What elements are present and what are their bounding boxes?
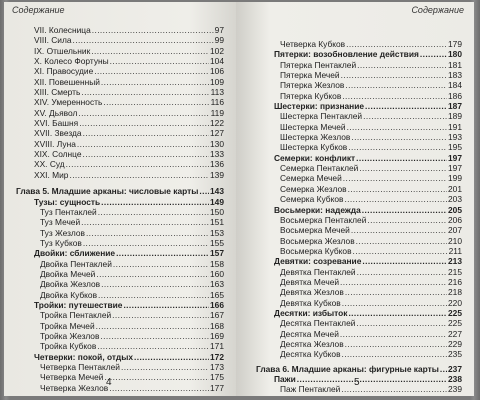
toc-entry-page: 177: [210, 382, 224, 393]
toc-leader-dots: [348, 184, 447, 194]
toc-leader-dots: [341, 70, 447, 80]
toc-entry-page: 195: [448, 142, 462, 153]
toc-entry-title: Пятерка Мечей: [280, 70, 340, 81]
toc-entry-title: Тройка Пентаклей: [40, 310, 112, 321]
toc-leader-dots: [78, 108, 209, 118]
toc-entry: [256, 49, 462, 59]
toc-entry-page: 160: [210, 268, 224, 279]
toc-entry-page: 122: [210, 118, 224, 129]
toc-leader-dots: [81, 87, 209, 97]
toc-leader-dots: [348, 142, 447, 152]
toc-entry: [256, 267, 462, 277]
toc-entry-page: 186: [448, 90, 462, 101]
toc-leader-dots: [420, 49, 447, 59]
toc-entry: [256, 205, 462, 215]
toc-entry-page: 175: [210, 372, 224, 383]
toc-leader-dots: [79, 118, 209, 128]
toc-entry: [16, 159, 224, 169]
toc-entry-title: Тройка Жезлов: [40, 330, 100, 341]
toc-entry: [256, 194, 462, 204]
toc-entry: [256, 91, 462, 101]
toc-entry-page: 155: [210, 237, 224, 248]
toc-entry: [256, 80, 462, 90]
toc-entry: [16, 352, 224, 362]
toc-leader-dots: [110, 56, 209, 66]
toc-entry-page: 205: [448, 204, 462, 215]
toc-entry-page: 179: [448, 39, 462, 49]
toc-entry-page: 197: [448, 152, 462, 163]
toc-entry-title: Туз Мечей: [40, 217, 81, 228]
toc-entry-title: Туз Кубков: [40, 237, 82, 248]
toc-leader-dots: [342, 91, 447, 101]
toc-leader-dots: [348, 308, 447, 318]
toc-leader-dots: [340, 277, 447, 287]
toc-leader-dots: [94, 66, 209, 76]
toc-leader-dots: [356, 236, 447, 246]
toc-entry-title: IX. Отшельник: [34, 45, 91, 56]
toc-entry-page: 220: [448, 297, 462, 308]
toc-leader-dots: [345, 339, 447, 349]
toc-leader-dots: [297, 374, 447, 384]
toc-entry-page: 238: [448, 374, 462, 384]
toc-entry-title: XVI. Башня: [34, 118, 79, 129]
toc-leader-dots: [100, 331, 209, 341]
toc-entry: [16, 228, 224, 238]
toc-entry: [16, 217, 224, 227]
toc-entry-page: 215: [448, 266, 462, 277]
toc-entry: [16, 279, 224, 289]
toc-leader-dots: [357, 267, 447, 277]
toc-entry-page: 104: [210, 56, 224, 67]
toc-leader-dots: [356, 153, 447, 163]
toc-leader-dots: [86, 228, 209, 238]
toc-entry-page: 235: [448, 349, 462, 360]
toc-leader-dots: [362, 256, 447, 266]
toc-entry-title: Пажи: [274, 374, 296, 384]
toc-entry-page: 197: [448, 163, 462, 174]
toc-entry-title: Четверка Мечей: [40, 372, 104, 383]
toc-leader-dots: [103, 97, 209, 107]
toc-leader-dots: [83, 128, 209, 138]
toc-entry-title: Пятерки: возобновление действия: [274, 49, 419, 60]
toc-entry-title: Глава 5. Младшие арканы: числовые карты: [16, 186, 199, 197]
toc-entry-title: XIX. Солнце: [34, 149, 82, 160]
toc-entry-page: 180: [448, 49, 462, 60]
toc-entry-title: Двойки: сближение: [34, 248, 116, 259]
toc-entry: [256, 132, 462, 142]
toc-entry-title: Девятка Мечей: [280, 276, 340, 287]
toc-entry: [256, 163, 462, 173]
toc-entry-page: 163: [210, 279, 224, 290]
toc-entry-title: Шестерки: признание: [274, 101, 365, 112]
toc-entry-title: Шестерка Мечей: [280, 121, 346, 132]
toc-entry-title: VIII. Сила: [34, 35, 72, 46]
toc-entry-page: 167: [210, 310, 224, 321]
toc-entry-title: Семерка Жезлов: [280, 183, 347, 194]
toc-entry: [16, 300, 224, 310]
toc-leader-dots: [77, 139, 209, 149]
toc-entry-title: Глава 6. Младшие арканы: фигурные карты: [256, 363, 439, 374]
toc-leader-dots: [340, 329, 447, 339]
toc-entry-title: X. Колесо Фортуны: [34, 56, 109, 67]
toc-entry: [16, 108, 224, 118]
toc-leader-dots: [104, 372, 209, 382]
toc-entry-page: 191: [448, 121, 462, 132]
toc-leader-dots: [351, 225, 447, 235]
toc-entry-page: 127: [210, 128, 224, 139]
toc-entry-page: 206: [448, 214, 462, 225]
toc-leader-dots: [101, 279, 209, 289]
running-header: Содержание: [12, 5, 65, 15]
toc-entry: [256, 308, 462, 318]
toc-leader-dots: [92, 25, 214, 35]
toc-entry-title: Двойка Жезлов: [40, 279, 101, 290]
toc-entry-title: Восьмерки: надежда: [274, 204, 361, 215]
toc-entry-title: Двойка Пентаклей: [40, 258, 112, 269]
toc-entry: [16, 238, 224, 248]
toc-entry-page: 158: [210, 258, 224, 269]
toc-entry-title: Десятка Мечей: [280, 328, 339, 339]
toc-chapter: [256, 364, 462, 374]
toc-entry-title: Десятка Пентаклей: [280, 318, 356, 329]
toc-entry-title: Девятка Кубков: [280, 297, 341, 308]
toc-entry-title: XIV. Умеренность: [34, 97, 103, 108]
toc-entry-page: 106: [210, 66, 224, 77]
toc-entry-page: 116: [210, 97, 224, 108]
toc-leader-dots: [351, 132, 447, 142]
toc-entry: [16, 383, 224, 393]
toc-entry-title: Туз Пентаклей: [40, 206, 97, 217]
toc-leader-dots: [109, 383, 209, 393]
toc-leader-dots: [123, 300, 209, 310]
toc-leader-dots: [342, 298, 447, 308]
toc-entry: [16, 259, 224, 269]
toc-entry-page: 119: [210, 107, 224, 118]
toc-leader-dots: [365, 101, 447, 111]
toc-entry-title: Пятерка Пентаклей: [280, 59, 357, 70]
toc-entry-title: Двойка Кубков: [40, 289, 98, 300]
toc-entry-title: Семерка Пентаклей: [280, 163, 359, 174]
toc-entry: [256, 298, 462, 308]
toc-leader-dots: [73, 35, 214, 45]
toc-entry-title: Восьмерка Мечей: [280, 225, 350, 236]
toc-leader-dots: [363, 111, 447, 121]
toc-entry: [16, 128, 224, 138]
toc-entry: [16, 321, 224, 331]
toc-entry-title: Тузы: сущность: [34, 196, 101, 207]
toc-entry-title: Девятка Жезлов: [280, 287, 344, 298]
toc-entry-page: 172: [210, 351, 224, 362]
toc-entry: [16, 372, 224, 382]
toc-entry: [256, 153, 462, 163]
toc-entry: [16, 118, 224, 128]
toc-entry: [16, 269, 224, 279]
toc-leader-dots: [96, 321, 209, 331]
toc-leader-dots: [66, 159, 209, 169]
toc-entry: [256, 215, 462, 225]
toc-entry-page: 189: [448, 111, 462, 122]
toc-entry: [16, 207, 224, 217]
toc-entry: [16, 66, 224, 76]
toc-leader-dots: [91, 46, 209, 56]
toc-entry-title: XV. Дьявол: [34, 107, 78, 118]
toc-entry: [256, 277, 462, 287]
toc-list: [256, 39, 462, 395]
toc-entry-title: Девятки: созревание: [274, 256, 362, 267]
toc-entry: [16, 35, 224, 45]
toc-leader-dots: [83, 149, 209, 159]
toc-entry: [16, 310, 224, 320]
toc-entry-title: Девятка Пентаклей: [280, 266, 356, 277]
toc-entry: [256, 256, 462, 266]
toc-entry: [16, 248, 224, 258]
toc-entry: [256, 339, 462, 349]
toc-entry-title: Десятки: избыток: [274, 307, 348, 318]
toc-entry-page: 216: [448, 276, 462, 287]
toc-entry-page: 136: [210, 159, 224, 170]
toc-entry-page: 97: [214, 25, 224, 35]
toc-entry-page: 99: [214, 35, 224, 46]
toc-entry-page: 113: [210, 87, 224, 98]
toc-entry-page: 166: [210, 299, 224, 310]
toc-leader-dots: [440, 364, 447, 374]
toc-entry-page: 227: [448, 328, 462, 339]
toc-entry-title: Шестерка Пентаклей: [280, 111, 363, 122]
toc-entry: [16, 149, 224, 159]
page-number: 5: [354, 377, 360, 388]
toc-entry-page: 193: [448, 132, 462, 143]
toc-entry-page: 207: [448, 225, 462, 236]
toc-leader-dots: [353, 246, 448, 256]
toc-entry-page: 184: [448, 80, 462, 91]
toc-entry: [16, 170, 224, 180]
toc-leader-dots: [121, 362, 209, 372]
toc-entry-page: 133: [210, 149, 224, 160]
toc-leader-dots: [113, 259, 209, 269]
right-page: [236, 2, 474, 396]
toc-entry-title: Туз Жезлов: [40, 227, 85, 238]
toc-entry-title: Четверка Пентаклей: [40, 362, 120, 372]
toc-entry: [256, 70, 462, 80]
toc-leader-dots: [83, 238, 209, 248]
toc-entry: [16, 139, 224, 149]
toc-entry-page: 130: [210, 138, 224, 149]
toc-entry-title: Паж Пентаклей: [280, 384, 341, 395]
toc-entry: [256, 173, 462, 183]
toc-entry: [16, 56, 224, 66]
toc-leader-dots: [346, 39, 447, 49]
toc-entry: [16, 341, 224, 351]
toc-entry-title: XIII. Смерть: [34, 87, 81, 98]
toc-leader-dots: [98, 290, 209, 300]
page-number: 4: [106, 377, 112, 388]
toc-entry: [16, 25, 224, 35]
toc-entry-page: 229: [448, 338, 462, 349]
toc-leader-dots: [97, 341, 209, 351]
toc-entry-page: 173: [210, 362, 224, 372]
toc-entry-title: Семерка Кубков: [280, 194, 344, 205]
toc-entry-title: Четверки: покой, отдых: [34, 351, 133, 362]
toc-entry: [16, 97, 224, 107]
toc-entry-page: 157: [210, 248, 224, 259]
toc-entry-title: Пятерка Жезлов: [280, 80, 345, 91]
toc-leader-dots: [96, 269, 209, 279]
toc-entry-title: Тройки: путешествие: [34, 299, 123, 310]
toc-leader-dots: [134, 352, 209, 362]
toc-entry-page: 169: [210, 330, 224, 341]
toc-leader-dots: [81, 217, 209, 227]
toc-entry-title: Шестерка Кубков: [280, 142, 348, 153]
toc-entry-title: Десятка Жезлов: [280, 338, 344, 349]
toc-entry-title: XII. Повешенный: [34, 76, 100, 87]
toc-leader-dots: [345, 80, 447, 90]
toc-entry-page: 218: [448, 287, 462, 298]
toc-leader-dots: [116, 248, 209, 258]
toc-entry-page: 213: [448, 256, 462, 267]
toc-entry-title: Двойка Мечей: [40, 268, 96, 279]
toc-leader-dots: [345, 287, 447, 297]
toc-entry: [256, 225, 462, 235]
toc-entry-title: Шестерка Жезлов: [280, 132, 351, 143]
toc-entry: [256, 184, 462, 194]
toc-entry-title: Восьмерка Пентаклей: [280, 214, 367, 225]
toc-entry-page: 203: [448, 194, 462, 205]
toc-entry-page: 225: [448, 318, 462, 329]
toc-leader-dots: [356, 318, 447, 328]
toc-entry-title: XI. Правосудие: [34, 66, 94, 77]
toc-entry: [16, 77, 224, 87]
toc-entry-page: 239: [448, 384, 462, 395]
toc-entry: [256, 142, 462, 152]
toc-entry-title: Пятерка Кубков: [280, 90, 342, 101]
toc-entry-page: 210: [448, 235, 462, 246]
toc-entry-page: 187: [448, 101, 462, 112]
toc-entry-title: Десятка Кубков: [280, 349, 341, 360]
toc-leader-dots: [101, 77, 209, 87]
toc-entry-page: 225: [448, 307, 462, 318]
toc-entry-page: 199: [448, 173, 462, 184]
toc-entry: [16, 331, 224, 341]
toc-leader-dots: [101, 197, 209, 207]
toc-entry-page: 149: [210, 196, 224, 207]
toc-entry-page: 168: [210, 320, 224, 331]
toc-entry: [256, 111, 462, 121]
toc-leader-dots: [343, 173, 447, 183]
toc-leader-dots: [98, 207, 209, 217]
toc-entry-page: 237: [448, 363, 462, 374]
toc-entry-title: Тройка Кубков: [40, 341, 97, 352]
toc-leader-dots: [359, 163, 447, 173]
toc-entry: [16, 362, 224, 372]
toc-entry-page: 171: [210, 341, 224, 352]
toc-entry-page: 143: [210, 186, 224, 197]
running-header: Содержание: [411, 5, 464, 15]
toc-entry-page: 201: [448, 183, 462, 194]
toc-entry-title: Восьмерка Жезлов: [280, 235, 355, 246]
toc-entry: [256, 101, 462, 111]
toc-leader-dots: [342, 349, 447, 359]
toc-entry: [256, 236, 462, 246]
toc-entry-page: 139: [210, 169, 224, 180]
toc-entry-page: 150: [210, 206, 224, 217]
toc-entry-title: Семерка Мечей: [280, 173, 342, 184]
toc-entry: [16, 197, 224, 207]
toc-entry: [16, 290, 224, 300]
toc-entry-page: 102: [210, 45, 224, 56]
toc-entry-page: 151: [210, 217, 224, 228]
toc-entry-page: 211: [448, 245, 462, 256]
toc-entry-page: 109: [210, 76, 224, 87]
toc-entry-title: Восьмерка Кубков: [280, 245, 352, 256]
toc-entry-title: Четверка Жезлов: [40, 382, 109, 393]
toc-list: [16, 25, 224, 393]
toc-entry-title: VII. Колесница: [34, 25, 91, 35]
toc-entry-page: 165: [210, 289, 224, 300]
toc-leader-dots: [367, 215, 447, 225]
toc-leader-dots: [357, 60, 447, 70]
toc-entry-page: 183: [448, 70, 462, 81]
toc-entry-title: XXI. Мир: [34, 169, 69, 180]
toc-entry: [256, 246, 462, 256]
toc-entry-page: 181: [448, 59, 462, 70]
toc-leader-dots: [347, 122, 447, 132]
toc-entry-title: XX. Суд: [34, 159, 65, 170]
toc-entry-page: 153: [210, 227, 224, 238]
toc-entry: [256, 349, 462, 359]
toc-entry-title: XVII. Звезда: [34, 128, 82, 139]
toc-entry-title: Четверка Кубков: [280, 39, 346, 49]
toc-leader-dots: [344, 194, 447, 204]
toc-chapter: [16, 186, 224, 196]
toc-leader-dots: [362, 205, 447, 215]
toc-entry: [256, 122, 462, 132]
toc-entry-title: Тройка Мечей: [40, 320, 95, 331]
toc-entry: [256, 318, 462, 328]
toc-entry-title: XVIII. Луна: [34, 138, 76, 149]
toc-entry: [16, 87, 224, 97]
toc-leader-dots: [69, 170, 209, 180]
toc-entry: [256, 329, 462, 339]
toc-entry-title: Семерки: конфликт: [274, 152, 356, 163]
left-page: [4, 2, 236, 396]
toc-leader-dots: [112, 310, 209, 320]
toc-entry: [256, 287, 462, 297]
toc-entry: [16, 46, 224, 56]
toc-entry: [256, 60, 462, 70]
toc-leader-dots: [199, 186, 209, 196]
toc-entry: [256, 39, 462, 49]
